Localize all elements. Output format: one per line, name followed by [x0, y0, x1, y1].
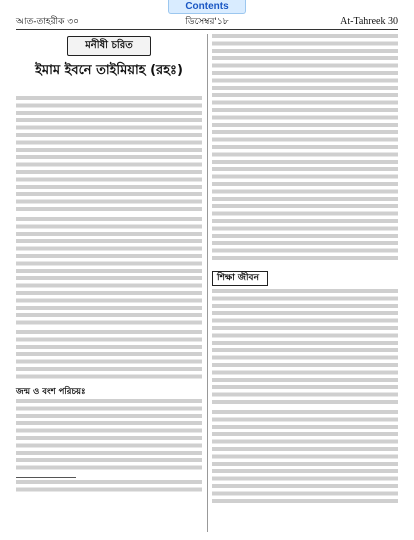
article-title: ইমাম ইবনে তাইমিয়াহ (রহঃ)	[35, 63, 183, 78]
byline	[16, 82, 200, 92]
section-heading-education: শিক্ষা জীবন	[212, 271, 268, 286]
series-banner: মনীষী চরিত	[67, 36, 151, 56]
header-page-label: At-Tahreek 30	[340, 16, 398, 27]
left-column	[16, 34, 202, 532]
header-issue-date: ডিসেম্বর'১৮	[185, 17, 229, 27]
section-heading-birth: জন্ম ও বংশ পরিচয়ঃ	[16, 387, 86, 397]
footnote-rule	[16, 477, 76, 478]
header-magazine-name: আত-তাহরীক ৩০	[16, 17, 79, 27]
footnote	[16, 480, 202, 495]
body-paragraph	[212, 34, 398, 262]
body-paragraph	[16, 330, 202, 382]
body-paragraph	[16, 399, 202, 473]
article-columns	[16, 34, 398, 532]
body-paragraph	[16, 96, 202, 214]
body-paragraph	[16, 217, 202, 327]
page-header	[16, 15, 398, 30]
body-paragraph	[212, 289, 398, 407]
column-divider	[207, 34, 208, 532]
body-paragraph	[212, 410, 398, 506]
contents-tab[interactable]: Contents	[168, 0, 246, 14]
right-column	[212, 34, 398, 532]
